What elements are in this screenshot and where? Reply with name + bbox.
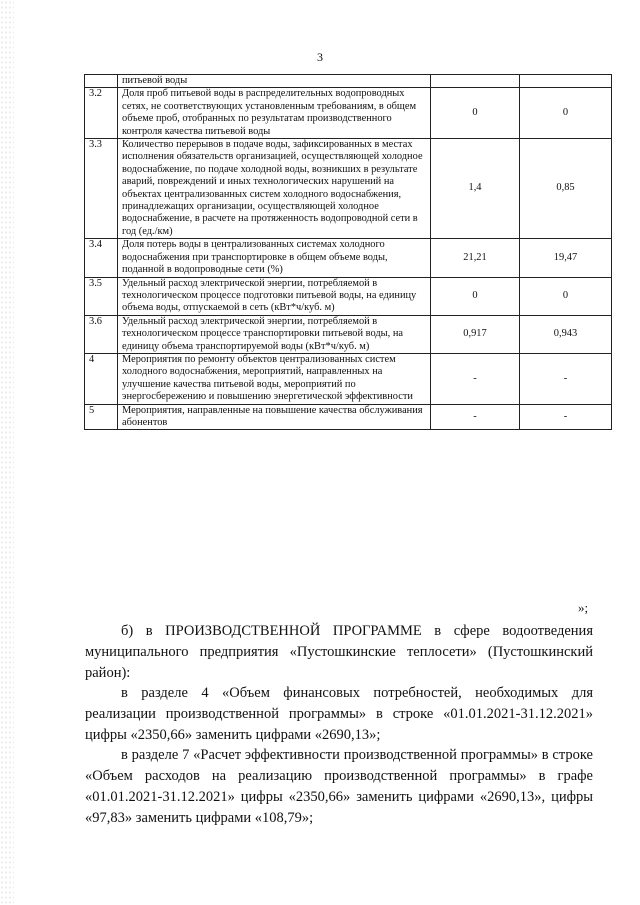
row-value-1: - — [431, 404, 520, 430]
row-number: 5 — [85, 404, 118, 430]
row-value-1: 0 — [431, 88, 520, 139]
row-value-2: - — [520, 404, 612, 430]
row-value-2: 0 — [520, 277, 612, 315]
row-value-2: - — [520, 353, 612, 404]
row-number: 3.5 — [85, 277, 118, 315]
row-value-1 — [431, 75, 520, 88]
row-description: Мероприятия, направленные на повышение качества обслуживания абонентов — [118, 404, 431, 430]
row-number: 4 — [85, 353, 118, 404]
table-row — [85, 404, 612, 430]
row-description: Доля проб питьевой воды в распределительных водопроводных сетях, не соответствующих установленным требованиям, в общем объеме проб, отобранных по результатам производственного контроля качества питьевой воды — [118, 88, 431, 139]
row-number: 3.6 — [85, 315, 118, 353]
row-description: Доля потерь воды в централизованных системах холодного водоснабжения при транспортировке в общем объеме воды, поданной в водопроводные сети (%) — [118, 239, 431, 277]
table-row — [85, 88, 612, 139]
row-value-1: - — [431, 353, 520, 404]
table-row — [85, 315, 612, 353]
table-row — [85, 75, 612, 88]
row-number — [85, 75, 118, 88]
row-value-1: 21,21 — [431, 239, 520, 277]
row-description: Удельный расход электрической энергии, потребляемой в технологическом процессе подготовки питьевой воды, на единицу объема воды, отпускаемой в сеть (кВт*ч/куб. м) — [118, 277, 431, 315]
paragraph-b-intro: б) в ПРОИЗВОДСТВЕННОЙ ПРОГРАММЕ в сфере водоотведения муниципального предприятия «Пустошкинские теплосети» (Пустошкинский район): — [85, 623, 593, 681]
table-row — [85, 139, 612, 239]
page-number: 3 — [317, 50, 323, 64]
row-value-2 — [520, 75, 612, 88]
row-description: Количество перерывов в подаче воды, зафиксированных в местах исполнения обязательств организацией, осуществляющей холодное водоснабжение, по подаче холодной воды, возникших в результате аварий, повреждений и иных технологических нарушений на объектах централизованных систем холодного водоснабжения, принадлежащих организации, осуществляющей холодное водоснабжение, в расчете на протяженность водопроводной сети в год (ед./км) — [118, 139, 431, 239]
row-number: 3.2 — [85, 88, 118, 139]
row-value-1: 0,917 — [431, 315, 520, 353]
scan-edge-artifact — [0, 0, 14, 905]
row-number: 3.4 — [85, 239, 118, 277]
row-value-2: 0 — [520, 88, 612, 139]
closing-quote-mark: »; — [578, 600, 589, 615]
table-row — [85, 277, 612, 315]
row-description: питьевой воды — [118, 75, 431, 88]
row-description: Мероприятия по ремонту объектов централизованных систем холодного водоснабжения, мероприятий, направленных на улучшение качества питьевой воды, мероприятий по энергосбережению и повышению энергетической эффективности — [118, 353, 431, 404]
paragraph-section-4: в разделе 4 «Объем финансовых потребностей, необходимых для реализации производственной программы» в строке «01.01.2021-31.12.2021» цифры «2350,66» заменить цифрами «2690,13»; — [85, 685, 593, 743]
table-row — [85, 239, 612, 277]
row-value-1: 1,4 — [431, 139, 520, 239]
row-value-2: 0,943 — [520, 315, 612, 353]
row-value-1: 0 — [431, 277, 520, 315]
row-value-2: 0,85 — [520, 139, 612, 239]
paragraph-section-7: в разделе 7 «Расчет эффективности производственной программы» в строке «Объем расходов на реализацию производственной программы» в графе «01.01.2021-31.12.2021» цифры «2350,66» заменить цифрами «2690,13», цифры «97,83» заменить цифрами «108,79»; — [85, 747, 593, 826]
table-row — [85, 353, 612, 404]
indicators-table — [84, 74, 612, 430]
row-description: Удельный расход электрической энергии, потребляемой в технологическом процессе транспортировки питьевой воды, на единицу объема транспортируемой воды (кВт*ч/куб. м) — [118, 315, 431, 353]
row-number: 3.3 — [85, 139, 118, 239]
row-value-2: 19,47 — [520, 239, 612, 277]
